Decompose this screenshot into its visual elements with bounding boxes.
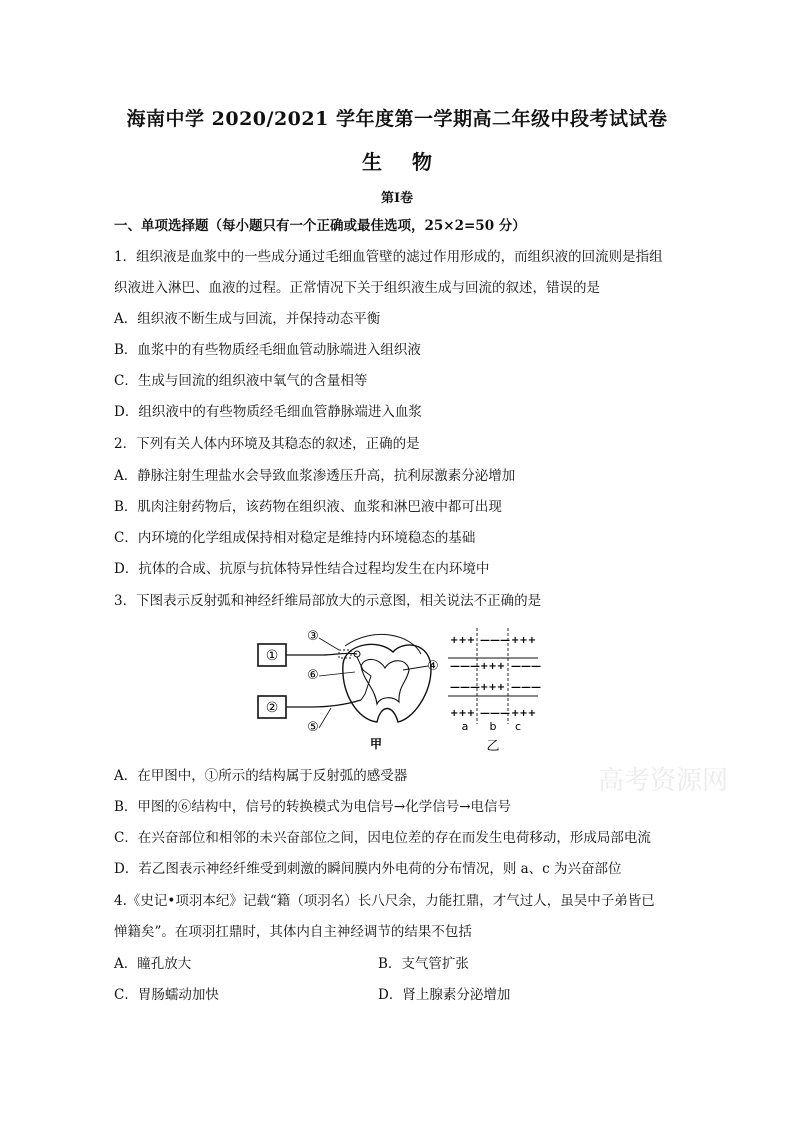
svg-text:———: ——— bbox=[511, 661, 541, 672]
watermark: 高考资源网 bbox=[598, 766, 729, 796]
q4-option-a: A．瞳孔放大 bbox=[114, 956, 192, 972]
svg-text:+++: +++ bbox=[450, 708, 476, 719]
label-2: ② bbox=[265, 700, 279, 716]
svg-text:+++: +++ bbox=[511, 708, 537, 719]
pointer-6 bbox=[319, 672, 355, 676]
svg-text:+++: +++ bbox=[511, 635, 537, 646]
q3-stem: 3．下图表示反射弧和神经纤维局部放大的示意图，相关说法不正确的是 bbox=[114, 593, 542, 609]
gray-matter bbox=[361, 659, 409, 704]
q1-option-c: C．生成与回流的组织液中氧气的含量相等 bbox=[114, 373, 368, 389]
svg-text:+++: +++ bbox=[480, 661, 506, 672]
reflex-arc-figure bbox=[253, 624, 543, 759]
q4-option-c: C．胃肠蠕动加快 bbox=[114, 987, 219, 1003]
q4-option-d: D．肾上腺素分泌增加 bbox=[378, 987, 511, 1003]
q4-stem-line1: 4.《史记•项羽本纪》记载“籍（项羽名）长八尺余，力能扛鼎，才气过人，虽吴中子弟皆已 bbox=[114, 893, 655, 909]
pointer-4 bbox=[403, 666, 428, 670]
interneuron bbox=[357, 657, 371, 700]
part-title: 第Ⅰ卷 bbox=[380, 191, 414, 206]
label-6: ⑥ bbox=[307, 668, 319, 683]
pointer-3 bbox=[319, 638, 339, 650]
svg-text:———: ——— bbox=[450, 682, 480, 693]
subject-title: 生物 bbox=[362, 150, 462, 174]
label-c: c bbox=[514, 720, 522, 733]
svg-text:———: ——— bbox=[450, 661, 480, 672]
label-5: ⑤ bbox=[307, 720, 319, 735]
q1-option-d: D．组织液中的有些物质经毛细血管静脉端进入血浆 bbox=[114, 404, 422, 420]
q3-option-c: C．在兴奋部位和相邻的未兴奋部位之间，因电位差的存在而发生电荷移动，形成局部电流 bbox=[114, 830, 651, 846]
q2-stem: 2．下列有关人体内环境及其稳态的叙述，正确的是 bbox=[114, 436, 420, 452]
section-heading: 一、单项选择题（每小题只有一个正确或最佳选项，25×2=50 分） bbox=[114, 218, 526, 234]
q4-option-b: B．支气管扩张 bbox=[378, 956, 469, 972]
label-4: ④ bbox=[427, 659, 439, 674]
svg-text:+++: +++ bbox=[480, 682, 506, 693]
label-3: ③ bbox=[307, 629, 319, 644]
svg-text:+++: +++ bbox=[450, 635, 476, 646]
q3-option-a: A．在甲图中，①所示的结构属于反射弧的感受器 bbox=[114, 768, 408, 784]
pointer-5 bbox=[319, 708, 331, 728]
label-jia: 甲 bbox=[369, 737, 383, 751]
efferent-nerve bbox=[286, 700, 361, 707]
label-yi: 乙 bbox=[486, 739, 500, 754]
q4-stem-line2: 惮籍矣”。在项羽扛鼎时，其体内自主神经调节的结果不包括 bbox=[114, 924, 472, 940]
q2-option-d: D．抗体的合成、抗原与抗体特异性结合过程均发生在内环境中 bbox=[114, 561, 490, 577]
q1-option-b: B．血浆中的有些物质经毛细血管动脉端进入组织液 bbox=[114, 342, 421, 358]
q2-option-c: C．内环境的化学组成保持相对稳定是维持内环境稳态的基础 bbox=[114, 530, 476, 546]
label-a: a bbox=[461, 720, 469, 733]
q3-option-d: D．若乙图表示神经纤维受到刺激的瞬间膜内外电荷的分布情况，则 a、c 为兴奋部位 bbox=[114, 861, 622, 877]
q1-option-a: A．组织液不断生成与回流，并保持动态平衡 bbox=[114, 311, 381, 327]
svg-text:———: ——— bbox=[511, 682, 541, 693]
svg-text:———: ——— bbox=[480, 635, 510, 646]
q1-stem-line2: 织液进入淋巴、血液的过程。正常情况下关于组织液生成与回流的叙述，错误的是 bbox=[114, 280, 600, 296]
q1-stem-line1: 1．组织液是血浆中的一些成分通过毛细血管壁的滤过作用形成的，而组织液的回流则是指组 bbox=[114, 249, 663, 265]
q2-option-b: B．肌肉注射药物后，该药物在组织液、血浆和淋巴液中都可出现 bbox=[114, 499, 502, 515]
label-1: ① bbox=[265, 648, 279, 664]
exam-title: 海南中学 2020/2021 学年度第一学期高二年级中段考试试卷 bbox=[126, 108, 668, 130]
svg-text:———: ——— bbox=[480, 708, 510, 719]
nerve-fiber-diagram bbox=[448, 628, 541, 724]
label-b: b bbox=[489, 720, 497, 733]
q3-option-b: B．甲图的⑥结构中，信号的转换模式为电信号→化学信号→电信号 bbox=[114, 799, 512, 815]
q2-option-a: A．静脉注射生理盐水会导致血浆渗透压升高，抗利尿激素分泌增加 bbox=[114, 468, 516, 484]
spinal-cord bbox=[343, 644, 431, 722]
